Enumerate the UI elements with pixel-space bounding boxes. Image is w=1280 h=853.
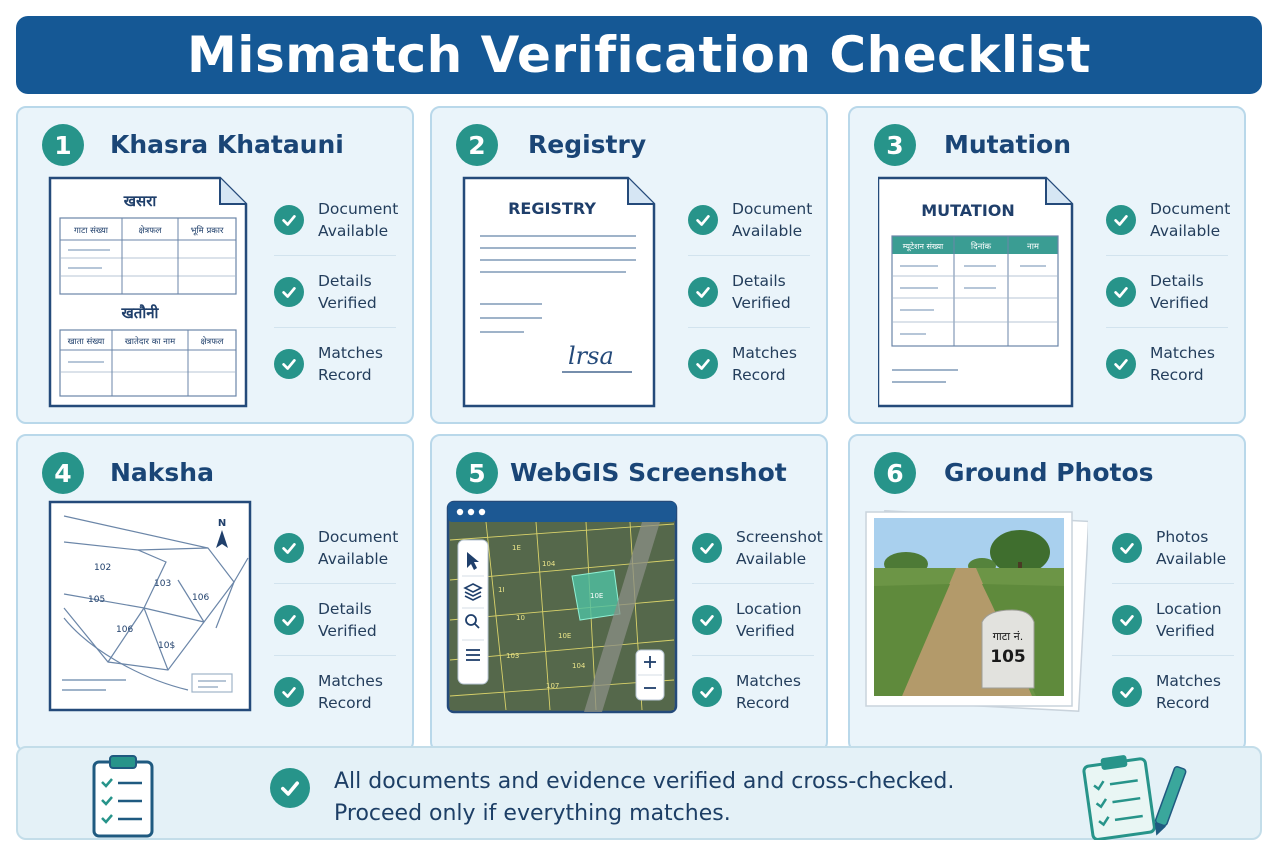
check-label: Document Available (318, 527, 399, 568)
khatauni-col: क्षेत्रफल (200, 337, 224, 347)
khatauni-col: खाता संख्या (67, 337, 105, 347)
check-item (692, 584, 814, 656)
check-label: Location Verified (736, 599, 802, 640)
check-label: Screenshot Available (736, 527, 823, 568)
check-label: Matches Record (1150, 344, 1215, 384)
check-icon (692, 677, 722, 707)
check-icon (692, 533, 722, 563)
check-label: Details Verified (318, 599, 377, 640)
check-item (274, 328, 396, 400)
khasra-col: गाटा संख्या (73, 226, 109, 236)
check-item (692, 512, 823, 584)
check-label: Matches Record (736, 672, 801, 712)
check-icon (688, 277, 718, 307)
stone-number: 105 (990, 647, 1026, 667)
checklist (688, 184, 813, 400)
plot-label: 105 (88, 595, 106, 605)
check-item (1106, 184, 1231, 256)
check-icon (274, 205, 304, 235)
khasra-heading: खसरा (123, 192, 157, 210)
check-label: Photos Available (1156, 527, 1227, 568)
card-title: WebGIS Screenshot (510, 458, 787, 487)
check-item (1112, 584, 1234, 656)
clipboard-icon (88, 752, 158, 840)
check-item (688, 184, 813, 256)
check-icon (1112, 677, 1142, 707)
check-icon (274, 349, 304, 379)
gis-label: 103 (506, 652, 520, 660)
check-icon (1112, 605, 1142, 635)
footer-message: All documents and evidence verified and cross-checked. Proceed only if everything matches. (334, 769, 955, 826)
plot-label: 103 (154, 579, 172, 589)
check-label: Document Available (1150, 199, 1231, 240)
khasra-col: भूमि प्रकार (190, 226, 224, 236)
check-icon (688, 349, 718, 379)
check-item (1112, 656, 1234, 728)
check-label: Matches Record (732, 344, 797, 384)
webgis-screenshot-illustration (446, 500, 678, 714)
card-registry (430, 106, 828, 424)
khasra-col: क्षेत्रफल (138, 226, 162, 236)
check-label: Matches Record (318, 344, 383, 384)
gis-label: 104 (542, 560, 556, 568)
card-title: Registry (528, 130, 647, 159)
khatauni-col: खातेदार का नाम (124, 337, 176, 347)
check-icon (1112, 533, 1142, 563)
card-title: Mutation (944, 130, 1071, 159)
check-icon (1106, 277, 1136, 307)
mutation-document-illustration (878, 174, 1082, 410)
step-number: 5 (456, 452, 498, 494)
checklist (274, 184, 399, 400)
checklist (1106, 184, 1231, 400)
gis-label: 1E (512, 544, 521, 552)
card-title: Ground Photos (944, 458, 1154, 487)
check-item (274, 512, 399, 584)
check-icon (274, 677, 304, 707)
registry-document-illustration (460, 174, 664, 410)
check-icon (274, 277, 304, 307)
check-item (274, 656, 396, 728)
registry-heading: REGISTRY (508, 199, 596, 218)
step-number: 2 (456, 124, 498, 166)
mutation-col: दिनांक (970, 242, 992, 252)
check-item (692, 656, 814, 728)
step-number: 3 (874, 124, 916, 166)
ground-photo-illustration (862, 506, 1088, 716)
check-icon (692, 605, 722, 635)
mutation-col: नाम (1026, 242, 1040, 252)
check-icon (274, 605, 304, 635)
check-item (1106, 256, 1228, 328)
card-naksha (16, 434, 414, 752)
stone-label: गाटा नं. (992, 630, 1024, 643)
card-mutation (848, 106, 1246, 424)
gis-label: 1I (498, 586, 505, 594)
gis-label: 10 (516, 614, 525, 622)
gis-label: 10E (558, 632, 572, 640)
mutation-heading: MUTATION (921, 201, 1015, 220)
check-label: Matches Record (318, 672, 383, 712)
check-label: Location Verified (1156, 599, 1222, 640)
pen-icon (1151, 766, 1187, 838)
checklist (274, 512, 399, 728)
gis-label: 107 (546, 682, 560, 690)
check-label: Document Available (318, 199, 399, 240)
page-title: Mismatch Verification Checklist (187, 26, 1091, 84)
check-icon (274, 533, 304, 563)
check-label: Details Verified (1150, 271, 1209, 312)
check-icon (1106, 205, 1136, 235)
plot-label: 102 (94, 563, 112, 573)
check-icon (1106, 349, 1136, 379)
check-item (1106, 328, 1228, 400)
mutation-col: म्यूटेशन संख्या (902, 242, 944, 251)
header-banner (16, 16, 1262, 94)
card-title: Khasra Khatauni (110, 130, 344, 159)
check-item (274, 256, 396, 328)
card-webgis (430, 434, 828, 752)
card-khasra-khatauni (16, 106, 414, 424)
gis-label: 10E (590, 592, 604, 600)
footer-summary (16, 746, 1262, 840)
check-label: Details Verified (732, 271, 791, 312)
plot-label: 106 (192, 593, 210, 603)
check-label: Matches Record (1156, 672, 1221, 712)
check-icon (270, 768, 310, 808)
check-item (274, 184, 399, 256)
gis-label: 104 (572, 662, 586, 670)
khatauni-heading: खतौनी (121, 304, 159, 322)
checklist (1112, 512, 1234, 728)
check-label: Details Verified (318, 271, 377, 312)
check-item (688, 328, 810, 400)
north-label: N (217, 518, 227, 529)
check-label: Document Available (732, 199, 813, 240)
signature: lrsa (568, 342, 614, 370)
check-item (688, 256, 810, 328)
plot-label: 106 (116, 625, 134, 635)
step-number: 6 (874, 452, 916, 494)
checklist (692, 512, 823, 728)
card-ground-photos (848, 434, 1246, 752)
check-icon (688, 205, 718, 235)
plot-label: 10$ (158, 641, 176, 651)
clipboard-icon (1080, 752, 1190, 840)
card-title: Naksha (110, 458, 214, 487)
check-item (1112, 512, 1234, 584)
step-number: 4 (42, 452, 84, 494)
step-number: 1 (42, 124, 84, 166)
khasra-document-illustration (46, 174, 250, 410)
naksha-map-illustration (48, 498, 252, 734)
check-item (274, 584, 396, 656)
